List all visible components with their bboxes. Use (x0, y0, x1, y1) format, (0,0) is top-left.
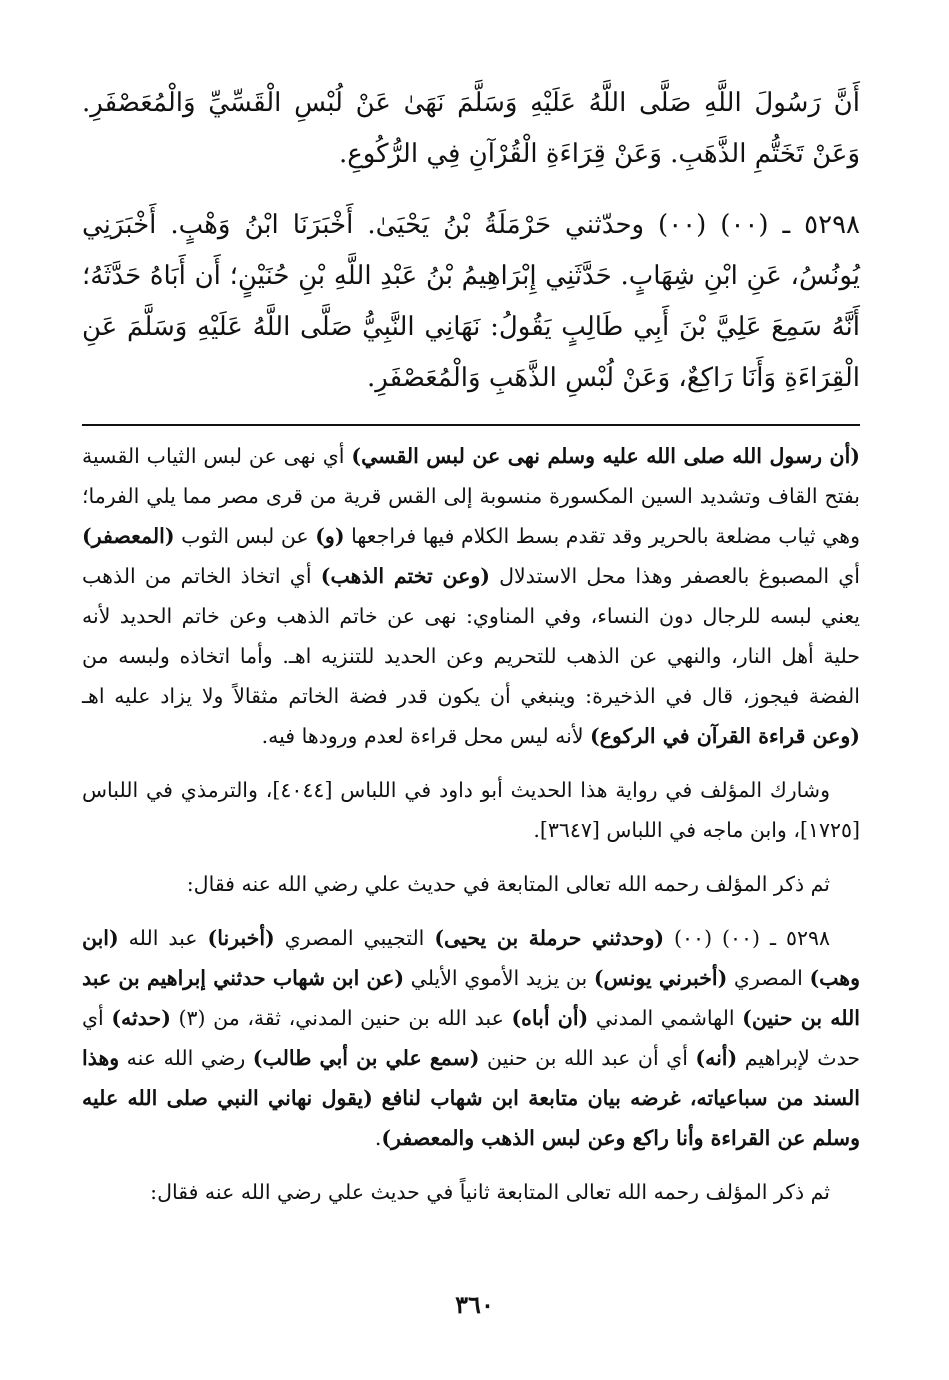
commentary-text: عبد الله (118, 926, 208, 950)
quoted-phrase: (يقول نهاني النبي صلى الله عليه وسلم عن القراءة وأنا راكع وعن لبس الذهب والمعصفر) (82, 1086, 860, 1150)
quoted-phrase: (عن ابن شهاب حدثني إبراهيم بن عبد الله بن حنين) (82, 966, 860, 1030)
commentary-text: أي حدث لإبراهيم (82, 1006, 861, 1070)
quoted-phrase: (سمع علي بن أبي طالب) (252, 1046, 480, 1070)
commentary-text: أي أن عبد الله بن حنين (479, 1046, 696, 1070)
commentary-paragraph-1 (82, 436, 860, 756)
commentary-text: الهاشمي المدني (588, 1006, 743, 1030)
quoted-phrase: (أن رسول الله صلى الله عليه وسلم نهى عن لبس القسي) (351, 444, 860, 468)
page-number: ٣٦٠ (455, 1290, 494, 1319)
commentary-text: بن يزيد الأموي الأيلي (404, 966, 594, 990)
quoted-phrase: (المعصفر) (82, 524, 175, 548)
quoted-phrase: (ابن وهب) (82, 926, 860, 990)
commentary-text: عبد الله بن حنين المدني، ثقة، من (٣) (170, 1006, 512, 1030)
commentary-paragraph-5: ثم ذكر المؤلف رحمه الله تعالى المتابعة ثانياً في حديث علي رضي الله عنه فقال: (150, 1180, 830, 1204)
quoted-phrase: (وعن قراءة القرآن في الركوع) (590, 724, 860, 748)
quoted-phrase: وهذا السند من سباعياته، غرضه بيان متابعة ابن شهاب لنافع (82, 1046, 860, 1110)
commentary-text: أي نهى عن لبس الثياب القسية بفتح القاف وتشديد السين المكسورة منسوبة إلى القس قرية من قرى مصر مما يلي الفرما؛ وهي ثياب مضلعة بالحرير وقد تقدم بسط الكلام فيها فراجعها (82, 444, 860, 548)
quoted-phrase: (أن أباه) (511, 1006, 589, 1030)
hadith-text-2: ٥٢٩٨ ـ (٠٠) (٠٠) وحدّثني حَرْمَلَةُ بْنُ يَحْيَىٰ. أَخْبَرَنَا ابْنُ وَهْبٍ. أَخْبَرَنِي يُونُسُ، عَنِ ابْنِ شِهَابٍ. حَدَّثَنِي إِبْرَاهِيمُ بْنُ عَبْدِ اللَّهِ بْنِ حُنَيْنٍ؛ أَن أَبَاهُ حَدَّثَهُ؛ أَنَّهُ سَمِعَ عَلِيَّ بْنَ أَبِي طَالِبٍ يَقُولُ: نَهَانِي النَّبِيُّ صَلَّى اللَّهُ عَلَيْهِ وَسَلَّمَ عَنِ الْقِرَاءَةِ وَأَنَا رَاكِعٌ، وَعَنْ لُبْسِ الذَّهَبِ وَالْمُعَصْفَرِ. (82, 210, 861, 393)
quoted-phrase: (و) (315, 524, 345, 548)
commentary-paragraph-4 (82, 918, 860, 1158)
commentary-text: أي المصبوغ بالعصفر وهذا محل الاستدلال (489, 564, 860, 588)
commentary-text: عن لبس الثوب (174, 524, 316, 548)
quoted-phrase: (وعن تختم الذهب) (320, 564, 490, 588)
commentary-text: التجيبي المصري (274, 926, 435, 950)
footnote-divider (82, 424, 860, 426)
page-body (82, 78, 860, 1212)
quoted-phrase: (وحدثني حرملة بن يحيى) (434, 926, 665, 950)
hadith-text-1: أَنَّ رَسُولَ اللَّهِ صَلَّى اللَّهُ عَلَيْهِ وَسَلَّمَ نَهَىٰ عَنْ لُبْسِ الْقَسِّيِّ وَالْمُعَصْفَرِ. وَعَنْ تَخَتُّمِ الذَّهَبِ. وَعَنْ قِرَاءَةِ الْقُرْآنِ فِي الرُّكُوعِ. (82, 88, 860, 169)
quoted-phrase: (أخبرني يونس) (593, 966, 728, 990)
commentary-text: لأنه ليس محل قراءة لعدم ورودها فيه. (261, 724, 591, 748)
commentary-text (373, 1086, 382, 1110)
quoted-phrase: (حدثه) (111, 1006, 171, 1030)
commentary-paragraph-3: ثم ذكر المؤلف رحمه الله تعالى المتابعة في حديث علي رضي الله عنه فقال: (186, 872, 830, 896)
quoted-phrase: (أخبرنا) (207, 926, 275, 950)
commentary-text: رضي الله عنه (119, 1046, 253, 1070)
commentary-text: أي اتخاذ الخاتم من الذهب يعني لبسه للرجال دون النساء، وفي المناوي: نهى عن خاتم الذهب وعن خاتم الحديد لأنه حلية أهل النار، والنهي عن الذهب للتحريم وعن الحديد للتنزيه اهـ. وأما اتخاذه ولبسه من الفضة فيجوز، قال في الذخيرة: وينبغي أن يكون قدر فضة الخاتم مثقالاً ولا يزاد عليه اهـ (82, 564, 860, 708)
quoted-phrase: (أنه) (695, 1046, 738, 1070)
commentary-paragraph-2: وشارك المؤلف في رواية هذا الحديث أبو داود في اللباس [٤٠٤٤]، والترمذي في اللباس [١٧٢٥]، وابن ماجه في اللباس [٣٦٤٧]. (82, 778, 860, 842)
commentary-text: . (374, 1126, 382, 1150)
commentary-text: ٥٢٩٨ ـ (٠٠) (٠٠) (664, 926, 831, 950)
commentary-text: المصري (727, 966, 810, 990)
